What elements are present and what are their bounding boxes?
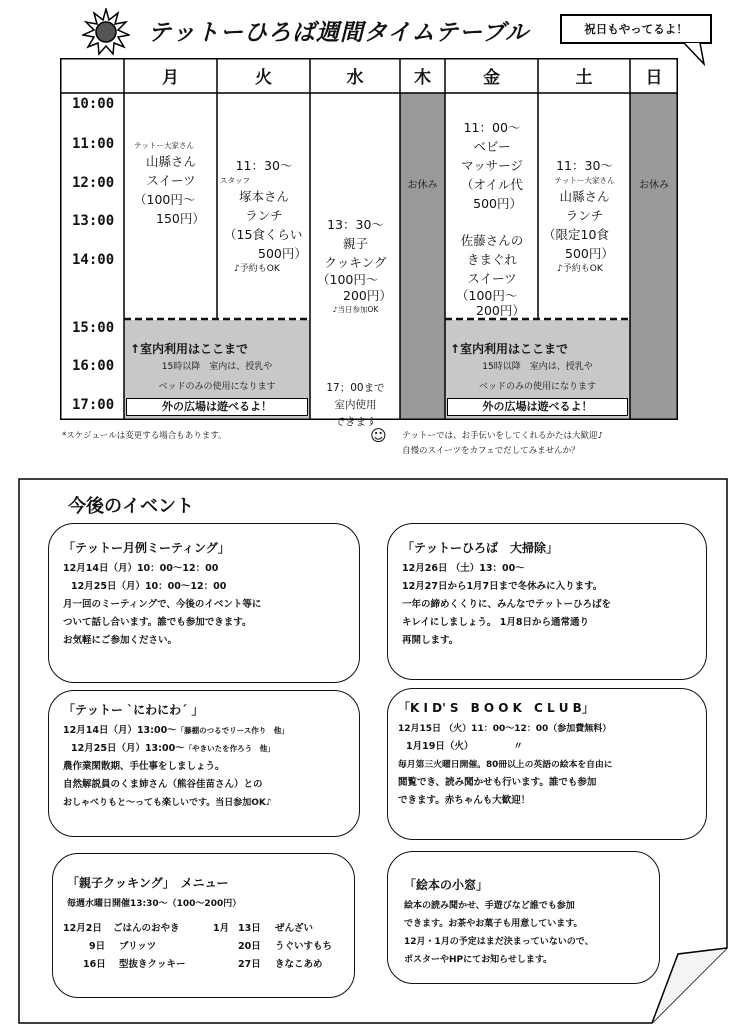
meeting-line-4: ついて話し合います。誰でも参加できます。 [63, 617, 252, 628]
picture-book-line-3: 12月・1月の予定はまだ決まっていないので、 [404, 937, 594, 947]
tue-reserve-note: ♪予約もOK [234, 264, 280, 274]
cooking-menu-card [52, 853, 355, 998]
meeting-line-5: お気軽にご参加ください。 [63, 635, 178, 646]
badge-pointer [680, 42, 710, 66]
cooking-menu-list [63, 920, 353, 980]
time-label: 17:00 [72, 397, 115, 413]
time-label: 16:00 [72, 358, 115, 374]
menu-item: 型抜きクッキー [119, 959, 186, 970]
fri-sweets-price-2: 200円） [476, 303, 525, 318]
niwaniwa-activity-2: 「やきいたを作ろう 他」 [184, 744, 275, 753]
sat-time: 11：30～ [556, 158, 613, 173]
niwaniwa-line-4: 自然解説員のくま姉さん（熊谷佳苗さん）との [63, 779, 263, 790]
events-heading: 今後のイベント [68, 496, 194, 517]
mon-tue-outdoor-note: 外の広場は遊べるよ！ [126, 398, 308, 416]
book-club-line-5: できます。赤ちゃんも大歓迎！ [398, 795, 531, 806]
menu-date: 9日 [89, 941, 106, 952]
menu-date: 13日 [238, 923, 261, 934]
help-note-1: テットーでは、お手伝いをしてくれるかたは大歓迎♪ [402, 431, 603, 441]
sat-event [539, 156, 630, 275]
picture-book-line-4: ポスターやHPにてお知らせします。 [404, 955, 553, 965]
menu-date: 16日 [83, 959, 106, 970]
book-club-ditto: 〃 [513, 741, 523, 752]
tue-event [218, 156, 310, 275]
sat-item: ランチ [565, 208, 604, 223]
col-header-thu: 木 [414, 68, 431, 88]
col-header-tue: 火 [255, 68, 272, 88]
menu-item: ブリッツ [119, 941, 157, 952]
fri-title-3: （オイル代 [461, 177, 523, 192]
fri-sat-outdoor-note: 外の広場は遊べるよ！ [447, 398, 628, 416]
mon-price-1: （100円～ [134, 192, 196, 207]
mon-event [126, 140, 216, 228]
fri-sat-after-note-2: ベッドのみの使用になります [478, 382, 596, 392]
sat-host-name: 山縣さん [559, 189, 610, 204]
holiday-badge: 祝日もやってるよ！ [560, 14, 712, 44]
fri-title-1: ベビー [473, 139, 511, 154]
niwaniwa-card [48, 690, 360, 837]
sat-host-tag: テットー大家さん [554, 176, 615, 185]
time-label: 15:00 [72, 320, 115, 336]
meeting-card [48, 523, 360, 683]
wed-time: 13：30～ [327, 217, 384, 232]
tue-item: ランチ [245, 208, 283, 223]
book-club-line-1: 12月15日 （火）11：00～12：00（参加費無料） [398, 724, 612, 734]
cleaning-card [387, 523, 707, 680]
schedule-change-note: *スケジュールは変更する場合もあります。 [62, 431, 227, 441]
schedule-table [60, 58, 678, 428]
time-label: 13:00 [72, 213, 115, 229]
fri-sweets-1: 佐藤さんの [460, 233, 524, 248]
wed-late-1: 17；00まで [326, 382, 385, 394]
thu-closed: お休み [407, 180, 438, 191]
mon-host-tag: テットー大家さん [134, 141, 194, 150]
wed-price-1: （100円～ [317, 272, 379, 287]
sat-reserve-note: ♪予約もOK [557, 264, 603, 274]
niwaniwa-activity-1: 「藤棚のつるでリース作り 他」 [176, 726, 289, 735]
book-club-line-4: 閲覧でき、読み聞かせも行います。誰でも参加 [398, 777, 597, 788]
col-header-mon: 月 [162, 68, 179, 88]
cooking-menu-subtitle: 毎週水曜日開催13:30～（100～200円） [67, 899, 242, 909]
menu-item: うぐいすもち [275, 941, 333, 952]
time-label: 11:00 [72, 136, 115, 152]
fri-sat-after-note-1: 15時以降 室内は、授乳や [482, 362, 593, 372]
meeting-line-1: 12月14日（月）10：00～12：00 [63, 563, 219, 574]
fri-events [446, 118, 538, 318]
time-label: 14:00 [72, 252, 115, 268]
col-header-sat: 土 [575, 68, 593, 88]
sun-closed: お休み [639, 180, 669, 191]
fri-title-2: マッサージ [461, 158, 523, 173]
wed-price-2: 200円） [343, 288, 392, 303]
menu-item: ぜんざい [275, 923, 314, 934]
tue-price-1: （15食くらい [224, 227, 303, 242]
book-club-line-3: 毎月第三火曜日開催。80冊以上の英語の絵本を自由に [398, 760, 613, 770]
menu-item: ごはんのおやき [113, 923, 180, 934]
cleaning-line-1: 12月26日 （土）13：00～ [402, 563, 525, 574]
page-title: テットーひろば週間タイムテーブル [148, 20, 530, 46]
book-club-title: 「K I D' S B O O K C L U B」 [398, 701, 594, 715]
picture-book-line-1: 絵本の読み聞かせ、手遊びなど誰でも参加 [404, 901, 575, 911]
mon-price-2: 150円） [156, 211, 205, 226]
wed-same-day-note: ♪当日参加OK [332, 305, 379, 314]
meeting-line-3: 月一回のミーティングで、今後のイベント等に [63, 599, 262, 610]
mon-host-name: 山縣さん [145, 154, 196, 169]
wed-title-2: クッキング [324, 255, 387, 270]
niwaniwa-line-5: おしゃべりもと～っても楽しいです。当日参加OK♪ [63, 798, 272, 808]
cleaning-line-2: 12月27日から1月7日まで冬休みに入ります。 [402, 581, 603, 592]
sat-price-2: 500円） [565, 246, 614, 261]
cleaning-line-5: 再開します。 [402, 635, 459, 646]
fri-time: 11：00～ [463, 120, 521, 135]
wed-late-2: 室内使用 [334, 399, 377, 411]
menu-date: 20日 [238, 941, 261, 952]
help-note-2: 自慢のスイーツをカフェでだしてみませんか？ [402, 446, 580, 456]
book-club-line-2: 1月19日（火） [406, 741, 474, 752]
menu-month: 1月 [213, 923, 230, 934]
col-header-wed: 水 [346, 68, 364, 88]
tue-time: 11：30～ [235, 158, 293, 173]
fri-sweets-price-1: （100円～ [456, 288, 518, 303]
fri-sat-indoor-limit: ↑室内利用はここまで [450, 342, 569, 356]
menu-item: きなこあめ [275, 959, 323, 970]
cooking-menu-title: 「親子クッキング」 メニュー [67, 876, 229, 890]
cleaning-title: 「テットーひろば 大掃除」 [402, 541, 559, 555]
meeting-title: 「テットー月例ミーティング」 [63, 541, 230, 555]
picture-book-line-2: できます。お茶やお菓子も用意しています。 [404, 919, 583, 929]
wed-late-3: できます [334, 416, 377, 428]
picture-book-card [387, 851, 660, 984]
cleaning-line-4: キレイにしましょう。 1月8日から通常通り [402, 617, 589, 628]
niwaniwa-date-2: 12月25日（月）13:00～ [71, 743, 185, 754]
tue-host-tag: スタッフ [220, 176, 250, 185]
niwaniwa-date-1: 12月14日（月）13:00～ [63, 725, 177, 736]
meeting-line-2: 12月25日（月）10：00～12：00 [71, 581, 227, 592]
fri-sweets-2: きまぐれ [466, 252, 517, 267]
niwaniwa-line-3: 農作業閑散期、手仕事をしましょう。 [63, 761, 225, 772]
mon-item: スイーツ [146, 173, 196, 188]
tue-host-name: 塚本さん [238, 189, 289, 204]
cleaning-line-3: 一年の締めくくりに、みんなでテットーひろばを [402, 599, 612, 610]
menu-date: 27日 [238, 959, 261, 970]
time-label: 10:00 [72, 96, 115, 112]
picture-book-title: 「絵本の小窓」 [404, 878, 489, 892]
smiley-icon: ☺ [370, 426, 387, 445]
fri-price: 500円） [473, 196, 522, 211]
sun-icon [82, 8, 130, 56]
mon-tue-after-note-2: ベッドのみの使用になります [158, 382, 276, 392]
wed-event [311, 215, 400, 316]
niwaniwa-title: 「テットー ˋにわにわˊ 」 [63, 703, 204, 717]
sat-price-1: （限定10食 [543, 227, 609, 242]
fri-sweets-3: スイーツ [467, 271, 517, 286]
col-header-sun: 日 [645, 68, 663, 88]
wed-title-1: 親子 [342, 236, 368, 251]
mon-tue-indoor-limit: ↑室内利用はここまで [130, 342, 249, 356]
mon-tue-after-note-1: 15時以降 室内は、授乳や [161, 362, 273, 372]
book-club-card [387, 688, 707, 840]
col-header-fri: 金 [483, 68, 500, 88]
tue-price-2: 500円） [258, 246, 307, 261]
wed-indoor-note [311, 380, 400, 431]
menu-date: 12月2日 [63, 923, 102, 934]
time-label: 12:00 [72, 175, 115, 191]
